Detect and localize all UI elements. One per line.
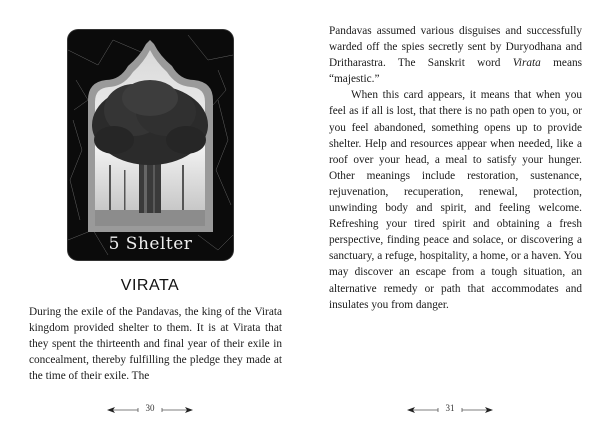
oracle-card-image — [68, 30, 233, 260]
italic-term: Virata — [512, 57, 541, 70]
page-number: 30 — [145, 403, 155, 413]
left-body-text — [29, 304, 282, 384]
page-number-footer-right — [300, 404, 600, 416]
banyan-tree-illustration — [84, 40, 217, 232]
card-title: 5 Shelter — [108, 234, 193, 254]
left-paragraph: During the exile of the Pandavas, the king of the Virata kingdom provided shelter to them. It is at Virata that they spent the thirteenth and final year of their exile in concealment, thereby fulfilling the pledge they made at the time of their exile. The — [29, 306, 282, 383]
right-body-text — [329, 23, 582, 313]
text-run: Pandavas assumed various disguises and successfully warded off the spies secretly sent by Duryodhana and Dritharastra. The Sanskrit word — [329, 25, 582, 70]
page-number-footer-left — [0, 404, 300, 416]
right-paragraph-1 — [329, 23, 582, 87]
text-run: means “majestic.” — [329, 57, 582, 86]
page-number: 31 — [445, 403, 455, 413]
section-heading: VIRATA — [120, 277, 180, 294]
right-page — [300, 0, 600, 429]
right-paragraph-2: When this card appears, it means that when you feel as if all is lost, that there is no path open to you, or you feel abandoned, something opens up to provide shelter. Help and resources appear when needed, like a roof over your head, a meal to satisfy your hunger. Other meanings include restoration, sustenance, rejuvenation, recuperation, renewal, protection, unwinding body and spirit, and feeling welcome. Refreshing your tired spirit and obtaining a fresh perspective, finding peace and solace, or discovering a sanctuary, a refuge, hospitality, a home, or a haven. You may discover an escape from a tough situation, an alternative remedy or path that accommodates and insulates you from danger. — [329, 89, 582, 311]
